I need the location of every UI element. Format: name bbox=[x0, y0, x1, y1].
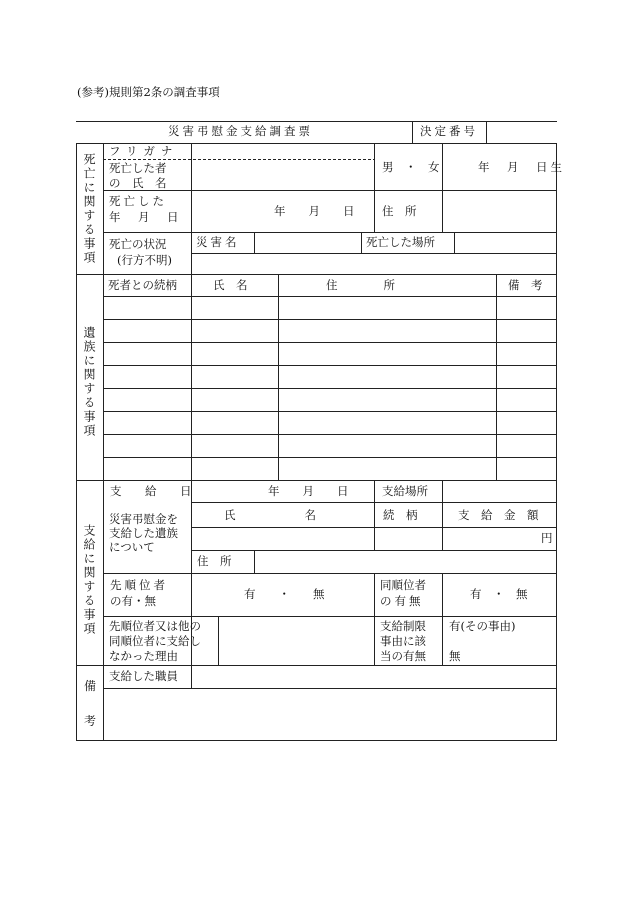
death-place-label: 死亡した場所 bbox=[366, 235, 435, 249]
limit-label-2: 事由に該 bbox=[380, 634, 426, 648]
remarks-header: 備 考 bbox=[508, 278, 543, 292]
recipient-label: 災害弔慰金を bbox=[109, 512, 178, 526]
limit-yes-option[interactable]: 有(その事由) bbox=[449, 619, 516, 633]
same-priority-select[interactable]: 有 ・ 無 bbox=[470, 587, 528, 601]
furigana-field[interactable] bbox=[192, 144, 374, 159]
reason-label-2: 同順位者に支給し bbox=[109, 634, 201, 648]
deceased-name-label: 死亡した者 bbox=[109, 161, 167, 175]
staff-field[interactable] bbox=[192, 666, 556, 688]
family-section-label: 遺族に関する事項 bbox=[82, 326, 96, 438]
death-date-field[interactable]: 年 月 日 bbox=[274, 204, 355, 218]
limit-label-3: 当の有無 bbox=[380, 649, 426, 663]
form-title: 災害弔慰金支給調査票 bbox=[168, 124, 313, 138]
reason-field[interactable] bbox=[219, 617, 374, 665]
payment-section-label: 支給に関する事項 bbox=[82, 524, 96, 636]
disaster-name-label: 災害名 bbox=[196, 235, 240, 249]
death-place-field[interactable] bbox=[455, 233, 556, 253]
decision-number-label: 決定番号 bbox=[420, 124, 478, 138]
death-date-label: 死亡した bbox=[109, 194, 167, 208]
gender-select[interactable]: 男 ・ 女 bbox=[382, 160, 440, 174]
disaster-name-field[interactable] bbox=[255, 233, 361, 253]
deceased-name-field[interactable] bbox=[192, 160, 374, 190]
recipient-relation-field[interactable] bbox=[375, 528, 442, 550]
address-label: 住 所 bbox=[382, 204, 417, 218]
name-header: 氏 名 bbox=[213, 278, 248, 292]
pay-place-field[interactable] bbox=[443, 481, 556, 502]
reason-label-3: なかった理由 bbox=[109, 649, 178, 663]
remarks-field[interactable] bbox=[104, 689, 556, 740]
death-section-label: 死亡に関する事項 bbox=[82, 153, 96, 265]
same-priority-label-2: の有無 bbox=[380, 594, 424, 608]
birth-date-field[interactable]: 年 月 日生 bbox=[478, 160, 565, 174]
recipient-label-2: 支給した遺族 bbox=[109, 526, 178, 540]
recipient-relation-header: 続 柄 bbox=[383, 508, 418, 522]
amount-header: 支 給 金 額 bbox=[458, 508, 539, 522]
recipient-name-header: 氏 名 bbox=[224, 508, 316, 522]
relation-header: 死者との続柄 bbox=[108, 278, 177, 292]
recipient-name-field[interactable] bbox=[192, 528, 374, 550]
address-header: 住 所 bbox=[326, 278, 395, 292]
priority-select[interactable]: 有 ・ 無 bbox=[244, 587, 325, 601]
recipient-address-label: 住 所 bbox=[197, 554, 232, 568]
survey-form bbox=[76, 121, 565, 741]
decision-number-field[interactable] bbox=[487, 122, 556, 142]
pay-place-label: 支給場所 bbox=[382, 484, 428, 498]
death-status-label: 死亡の状況 bbox=[109, 237, 167, 251]
priority-label-2: の有・無 bbox=[110, 594, 156, 608]
priority-label: 先順位者 bbox=[110, 578, 168, 592]
limit-no-option[interactable]: 無 bbox=[449, 649, 461, 663]
limit-label: 支給制限 bbox=[380, 619, 426, 633]
pay-date-field[interactable]: 年 月 日 bbox=[268, 484, 349, 498]
family-table-body[interactable] bbox=[104, 297, 556, 480]
death-status-field[interactable] bbox=[192, 254, 556, 274]
missing-label: (行方不明) bbox=[117, 253, 172, 267]
recipient-label-3: について bbox=[109, 540, 155, 554]
deceased-name-label-2: の 氏 名 bbox=[109, 176, 167, 190]
recipient-address-field[interactable] bbox=[255, 551, 556, 573]
remarks-label-2: 考 bbox=[84, 714, 97, 728]
reason-label: 先順位者又は他の bbox=[109, 619, 201, 633]
amount-field[interactable]: 円 bbox=[541, 531, 553, 545]
staff-label: 支給した職員 bbox=[109, 669, 178, 683]
same-priority-label: 同順位者 bbox=[380, 578, 426, 592]
address-field[interactable] bbox=[443, 191, 556, 232]
form-caption: (参考)規則第2条の調査事項 bbox=[77, 85, 220, 99]
furigana-label: フリガナ bbox=[109, 144, 179, 158]
remarks-label: 備 bbox=[84, 679, 97, 693]
death-date-label-2: 年 月 日 bbox=[109, 210, 182, 224]
pay-date-label: 支 給 日 bbox=[110, 484, 198, 498]
